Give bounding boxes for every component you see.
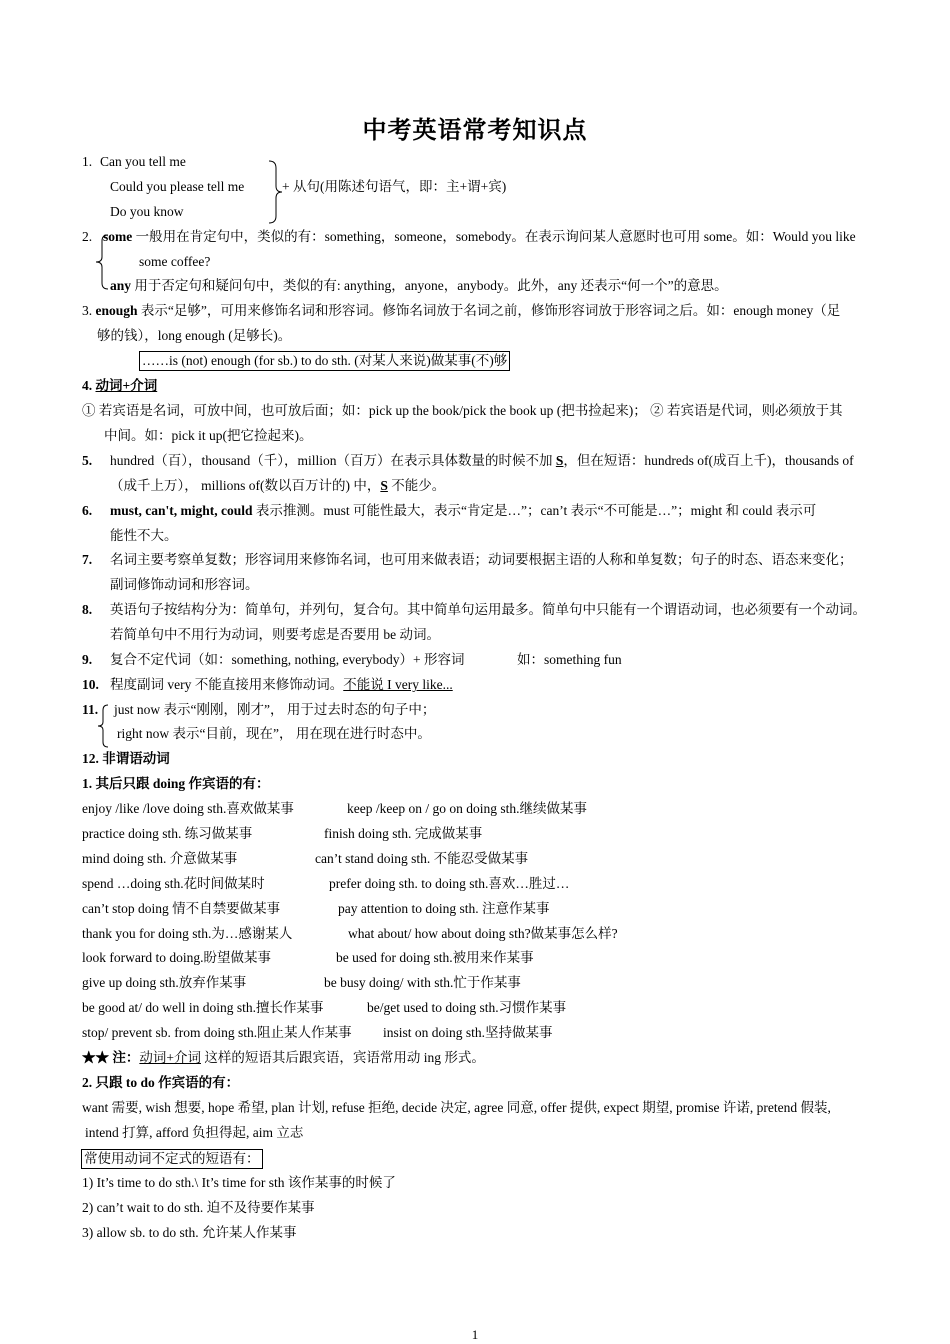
phrase-1: 1) It’s time to do sth.\ It’s time for sth 该作某事的时候了 bbox=[82, 1175, 396, 1190]
infinitive-phrases-box: 常使用动词不定式的短语有： bbox=[81, 1149, 263, 1169]
doing-row-4-left: spend …doing sth.花时间做某时 bbox=[82, 876, 265, 891]
todo-verbs-line-2: intend 打算, afford 负担得起, aim 立志 bbox=[85, 1125, 304, 1140]
doing-row-1-left: enjoy /like /love doing sth.喜欢做某事 bbox=[82, 801, 294, 816]
item-4-heading bbox=[82, 377, 157, 395]
keyword-enough: enough bbox=[95, 303, 138, 318]
item-3-line-2: 够的钱），long enough (足够长)。 bbox=[97, 328, 292, 343]
doing-row-8-left: give up doing sth.放弃作某事 bbox=[82, 975, 247, 990]
item-4-line-2: 中间。如：pick it up(把它捡起来)。 bbox=[104, 428, 313, 443]
doing-row-10-right: insist on doing sth.坚持做某事 bbox=[383, 1025, 553, 1040]
item-3-number: 3. bbox=[82, 303, 96, 318]
note-underlined: 动词+介词 bbox=[139, 1050, 201, 1065]
item-3-boxed-pattern: ……is (not) enough (for sb.) to do sth. (对某人来说)做某事(不)够 bbox=[139, 351, 510, 371]
page-title: 中考英语常考知识点 bbox=[362, 118, 588, 144]
doing-row-5-left: can’t stop doing 情不自禁要做某事 bbox=[82, 901, 281, 916]
item-2-some-cont: some coffee? bbox=[139, 254, 211, 269]
doing-row-9-right: be/get used to doing sth.习惯作某事 bbox=[367, 1000, 567, 1015]
doing-row-3-right: can’t stand doing sth. 不能忍受做某事 bbox=[315, 851, 529, 866]
emphasis-s: S bbox=[555, 453, 564, 468]
item-3-text: 表示“足够”，可用来修饰名词和形容词。修饰名词放于名词之前，修饰形容词放于形容词之后。如：enough money（足 bbox=[137, 303, 841, 318]
item-7-line-2: 副词修饰动词和形容词。 bbox=[110, 577, 259, 592]
item-4-number: 4. bbox=[82, 378, 93, 393]
item-8-line-2: 若简单句中不用行为动词，则要考虑是否要用 be 动词。 bbox=[110, 627, 440, 642]
item-6-line-2: 能性不大。 bbox=[110, 528, 178, 543]
section-12-sub-1: 1. 其后只跟 doing 作宾语的有： bbox=[82, 776, 270, 791]
todo-verbs-line-1: want 需要, wish 想要, hope 希望, plan 计划, refuse 拒绝, decide 决定, agree 同意, offer 提供, expect 期望, promise 许诺, pretend 假装, bbox=[82, 1100, 831, 1115]
item-9-number: 9. bbox=[82, 652, 93, 667]
item-2-some-line bbox=[103, 228, 856, 246]
item-10-text: 程度副词 very 不能直接用来修饰动词。不能说 I very like... bbox=[110, 677, 453, 692]
item-7-line-1: 名词主要考察单复数；形容词用来修饰名词，也可用来做表语；动词要根据主语的人称和单复数；句子的时态、语态来变化； bbox=[110, 552, 853, 567]
section-12-note: ★★ 注：动词+介词 这样的短语其后跟宾语，宾语常用动 ing 形式。 bbox=[82, 1050, 485, 1065]
doing-row-5-right: pay attention to doing sth. 注意作某事 bbox=[338, 901, 550, 916]
section-12-heading: 12. 非谓语动词 bbox=[82, 751, 170, 766]
item-1-note: + 从句(用陈述句语气，即：主+谓+宾) bbox=[282, 179, 507, 194]
doing-row-7-right: be used for doing sth.被用来作某事 bbox=[336, 950, 534, 965]
modal-words: must, can't, might, could bbox=[110, 503, 253, 518]
item-1-line-b: Could you please tell me bbox=[110, 179, 245, 194]
item-6-number: 6. bbox=[82, 503, 93, 518]
item-6-line-1: must, can't, might, could 表示推测。must 可能性最大，表示“肯定是…”；can’t 表示“不可能是…”；might 和 could 表示可 bbox=[110, 503, 817, 518]
keyword-any: any bbox=[110, 278, 132, 293]
doing-row-1-right: keep /keep on / go on doing sth.继续做某事 bbox=[347, 801, 587, 816]
item-11-right-now: right now 表示“目前，现在”， 用在现在进行时态中。 bbox=[117, 726, 431, 741]
item-11-just-now: just now 表示“刚刚，刚才”， 用于过去时态的句子中； bbox=[114, 702, 436, 717]
item-4-head: 动词+介词 bbox=[95, 378, 158, 393]
keyword-some: some bbox=[103, 229, 133, 244]
item-9-example: 如：something fun bbox=[517, 652, 622, 667]
item-10-number: 10. bbox=[82, 677, 99, 692]
item-2-some-text: 一般用在肯定句中，类似的有：something，someone，somebody。在表示询问某人意愿时也可用 some。如：Would you like bbox=[132, 229, 856, 244]
item-1-line-c: Do you know bbox=[110, 204, 184, 219]
item-8-number: 8. bbox=[82, 602, 93, 617]
doing-row-6-left: thank you for doing sth.为…感谢某人 bbox=[82, 926, 293, 941]
phrase-3: 3) allow sb. to do sth. 允许某人作某事 bbox=[82, 1225, 297, 1240]
doing-row-2-right: finish doing sth. 完成做某事 bbox=[324, 826, 483, 841]
item-5-line-2: （成千上万）， millions of(数以百万计的) 中，S 不能少。 bbox=[110, 478, 446, 493]
item-7-number: 7. bbox=[82, 552, 93, 567]
section-12-sub-2: 2. 只跟 to do 作宾语的有： bbox=[82, 1075, 240, 1090]
doing-row-3-left: mind doing sth. 介意做某事 bbox=[82, 851, 238, 866]
emphasis-s-2: S bbox=[380, 478, 388, 493]
doing-row-2-left: practice doing sth. 练习做某事 bbox=[82, 826, 253, 841]
item-3-line-1 bbox=[82, 302, 840, 320]
item-9-text: 复合不定代词（如：something, nothing, everybody）+ 形容词 bbox=[110, 652, 465, 667]
doing-row-10-left: stop/ prevent sb. from doing sth.阻止某人作某事 bbox=[82, 1025, 352, 1040]
doing-row-6-right: what about/ how about doing sth?做某事怎么样? bbox=[348, 926, 618, 941]
star-note-label: ★★ 注： bbox=[82, 1050, 140, 1065]
item-1-line-a: Can you tell me bbox=[100, 154, 186, 169]
item-5-line-1: hundred（百），thousand（千），million（百万）在表示具体数量的时候不加 S，但在短语：hundreds of(成百上千)，thousands of bbox=[110, 453, 854, 468]
item-1-number: 1. bbox=[82, 154, 93, 169]
item-8-line-1: 英语句子按结构分为：简单句，并列句，复合句。其中简单句运用最多。简单句中只能有一个谓语动词，也必须要有一个动词。 bbox=[110, 602, 866, 617]
item-2-any-line bbox=[110, 277, 728, 295]
item-5-number: 5. bbox=[82, 453, 93, 468]
item-10-underlined: 不能说 I very like... bbox=[343, 677, 453, 692]
doing-row-7-left: look forward to doing.盼望做某事 bbox=[82, 950, 271, 965]
doing-row-8-right: be busy doing/ with sth.忙于作某事 bbox=[324, 975, 521, 990]
doing-row-9-left: be good at/ do well in doing sth.擅长作某事 bbox=[82, 1000, 324, 1015]
item-2-number: 2. bbox=[82, 229, 93, 244]
item-2-any-text: 用于否定句和疑问句中，类似的有: anything，anyone，anybody。此外，any 还表示“何一个”的意思。 bbox=[131, 278, 728, 293]
phrase-2: 2) can’t wait to do sth. 迫不及待要作某事 bbox=[82, 1200, 315, 1215]
item-4-line-1: ① 若宾语是名词，可放中间，也可放后面；如：pick up the book/pick the book up (把书捡起来)； ② 若宾语是代词，则必须放于其 bbox=[82, 403, 843, 418]
page-number: 1 bbox=[471, 1327, 479, 1342]
item-11-number: 11. bbox=[82, 702, 99, 717]
doing-row-4-right: prefer doing sth. to doing sth.喜欢…胜过… bbox=[329, 876, 570, 891]
left-brace-icon-2 bbox=[97, 704, 109, 748]
